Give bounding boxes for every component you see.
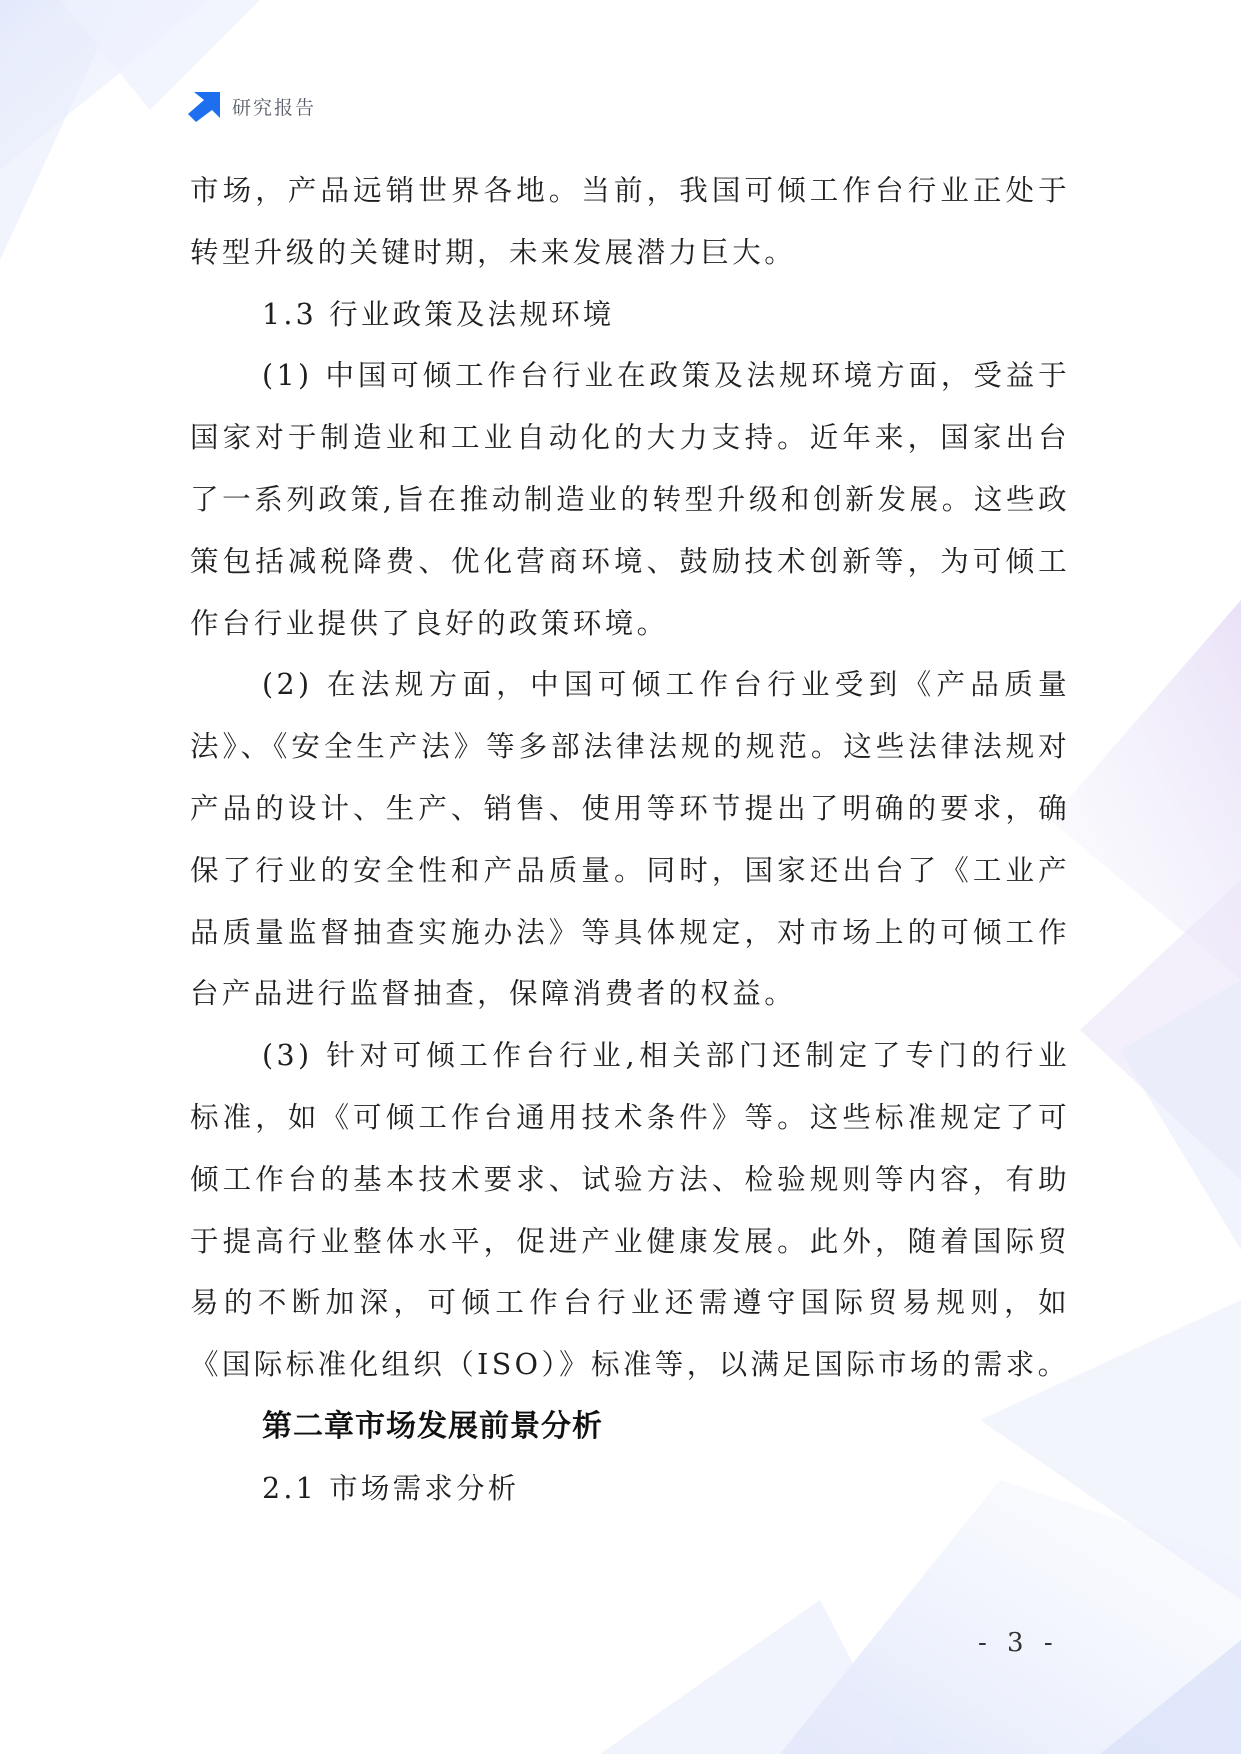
document-body bbox=[190, 160, 1070, 1520]
paragraph-continuation: 市场，产品远销世界各地。当前，我国可倾工作台行业正处于转型升级的关键时期，未来发展潜力巨大。 bbox=[190, 174, 1070, 269]
report-header bbox=[186, 90, 316, 122]
paragraph-policy-2: (2) 在法规方面，中国可倾工作台行业受到《产品质量法》、《安全生产法》等多部法律法规的规范。这些法律法规对产品的设计、生产、销售、使用等环节提出了明确的要求，确保了行业的安全性和产品质量。同时，国家还出台了《工业产品质量监督抽查实施办法》等具体规定，对市场上的可倾工作台产品进行监督抽查，保障消费者的权益。 bbox=[190, 668, 1070, 1011]
paragraph-policy-1: (1) 中国可倾工作台行业在政策及法规环境方面，受益于国家对于制造业和工业自动化的大力支持。近年来，国家出台了一系列政策,旨在推动制造业的转型升级和创新发展。这些政策包括减税降费、优化营商环境、鼓励技术创新等，为可倾工作台行业提供了良好的政策环境。 bbox=[190, 359, 1070, 640]
header-title: 研究报告 bbox=[232, 96, 317, 119]
section-heading-2-1: 2.1 市场需求分析 bbox=[262, 1471, 520, 1505]
arrow-up-right-icon bbox=[186, 90, 222, 122]
chapter-title: 第二章市场发展前景分析 bbox=[262, 1408, 603, 1444]
paragraph-policy-3: (3) 针对可倾工作台行业,相关部门还制定了专门的行业标准，如《可倾工作台通用技术条件》等。这些标准规定了可倾工作台的基本技术要求、试验方法、检验规则等内容，有助于提高行业整体水平，促进产业健康发展。此外，随着国际贸易的不断加深，可倾工作台行业还需遵守国际贸易规则，如《国际标准化组织（ISO）》标准等，以满足国际市场的需求。 bbox=[190, 1039, 1070, 1382]
page-number: - 3 - bbox=[978, 1628, 1059, 1658]
section-heading-1-3: 1.3 行业政策及法规环境 bbox=[262, 297, 615, 331]
